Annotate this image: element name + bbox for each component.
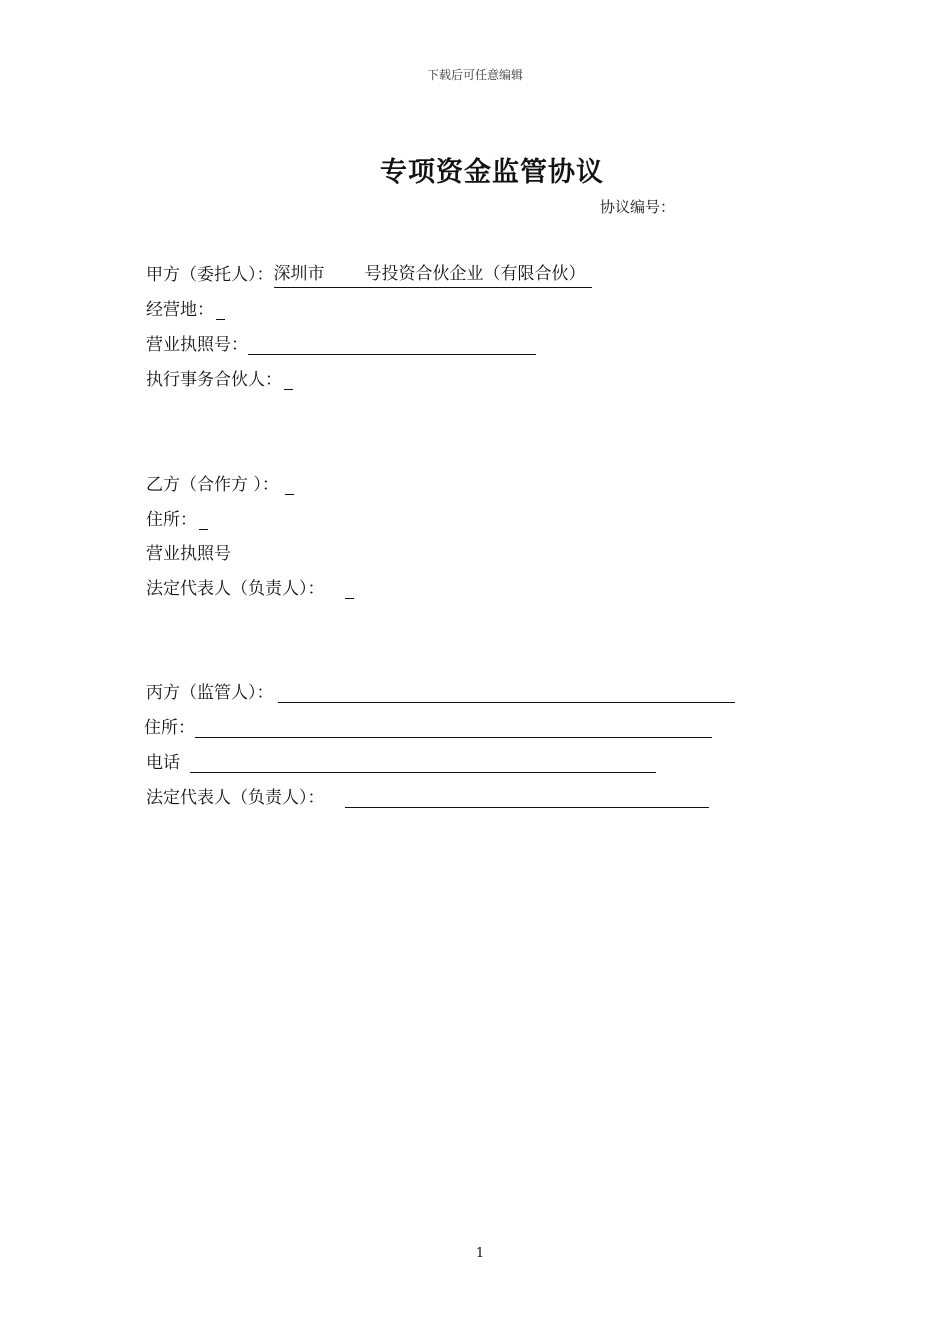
party-a-name-prefix: 深圳市 — [273, 264, 325, 284]
party-c-label: 丙方（监管人）： — [146, 683, 274, 703]
party-c-rep-line — [146, 785, 709, 811]
party-a-license-line — [146, 332, 536, 358]
party-c-phone-label: 电话 — [146, 753, 180, 773]
party-c-address-label: 住所： — [144, 718, 195, 738]
agreement-number-label: 协议编号： — [600, 198, 676, 216]
party-b-license-label: 营业执照号 — [146, 544, 231, 564]
party-c-rep-label: 法定代表人（负责人）： — [146, 788, 325, 808]
party-b-address-line — [146, 507, 208, 533]
party-a-name-suffix: 号投资合伙企业（有限合伙） — [364, 264, 586, 284]
party-c-name-line — [146, 680, 735, 706]
party-b-license-line — [146, 541, 231, 567]
party-b-name-blank[interactable] — [285, 474, 294, 495]
page-header-note: 下载后可任意编辑 — [426, 68, 523, 82]
party-b-rep-label: 法定代表人（负责人）： — [146, 579, 325, 599]
party-b-name-line — [146, 472, 294, 498]
party-c-name-blank[interactable] — [278, 682, 735, 703]
party-a-address-line — [146, 297, 225, 323]
party-c-rep-blank[interactable] — [345, 787, 709, 808]
party-c-phone-line — [146, 750, 656, 776]
party-c-address-line — [144, 715, 712, 741]
party-a-partner-blank[interactable] — [284, 369, 293, 390]
party-a-address-blank[interactable] — [216, 299, 225, 320]
party-b-address-blank[interactable] — [199, 509, 208, 530]
party-b-rep-line — [146, 576, 354, 602]
party-a-name-field[interactable] — [274, 261, 592, 288]
party-a-license-label: 营业执照号： — [146, 335, 248, 355]
party-b-label: 乙方（合作方 ）： — [146, 475, 279, 495]
party-b-rep-blank[interactable] — [345, 578, 354, 599]
party-a-label: 甲方（委托人）： — [146, 265, 274, 285]
page-number: 1 — [475, 1246, 485, 1261]
party-a-partner-label: 执行事务合伙人： — [146, 370, 282, 390]
party-c-address-blank[interactable] — [195, 717, 712, 738]
party-a-name-line — [146, 262, 592, 288]
party-a-address-label: 经营地： — [146, 300, 214, 320]
party-b-address-label: 住所： — [146, 510, 197, 530]
party-a-partner-line — [146, 367, 293, 393]
party-a-license-blank[interactable] — [248, 334, 536, 355]
document-title: 专项资金监管协议 — [380, 157, 604, 188]
party-c-phone-blank[interactable] — [190, 752, 656, 773]
